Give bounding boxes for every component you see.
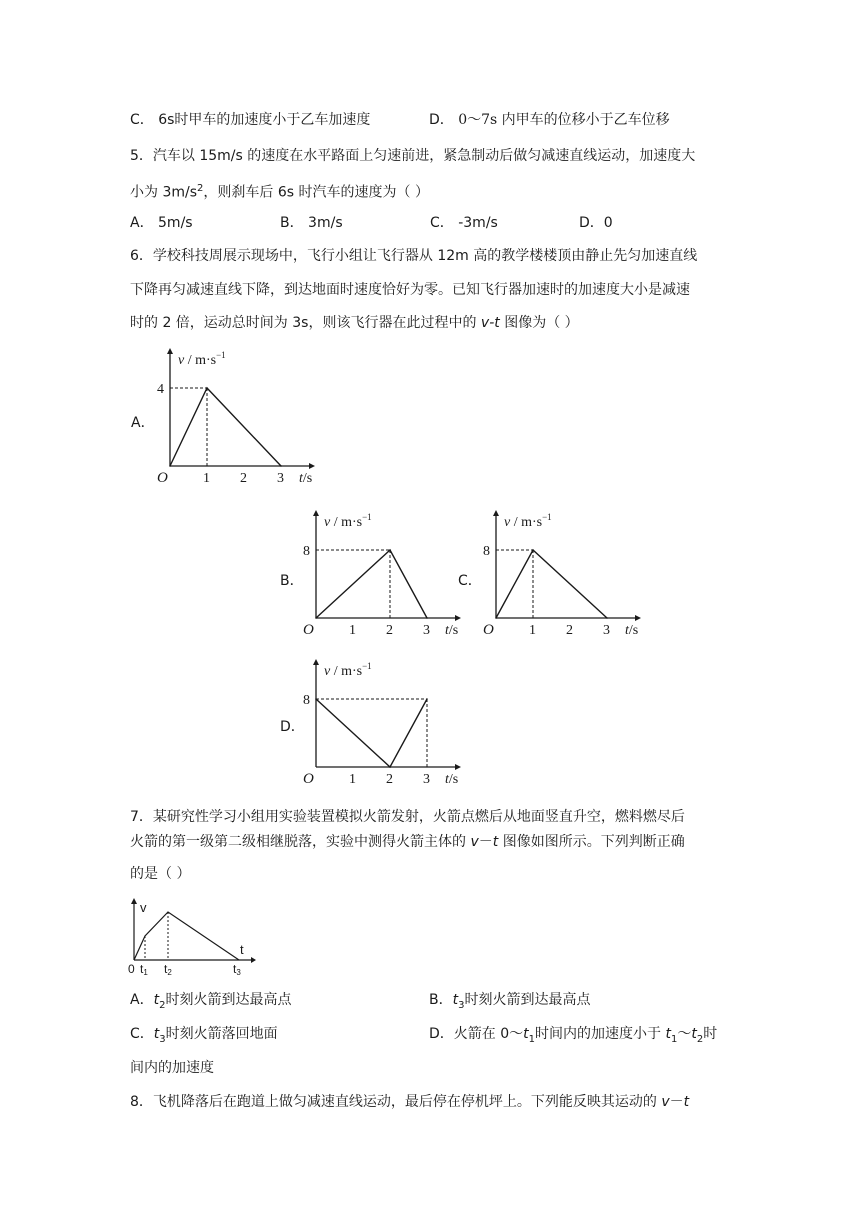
graph-b-x-arrow: [455, 615, 461, 621]
graph-a-origin-label: O: [157, 470, 168, 486]
q7-option-d-continued: 间内的加速度: [130, 1060, 214, 1076]
graph-c-y-arrow: [493, 510, 499, 516]
graph-a-y-label: $v / m\cdot s^{-1}$: [178, 350, 226, 368]
q6-graph-a-label: A．: [131, 415, 155, 431]
graph-c-x-label: t/s: [625, 623, 639, 638]
q5-option-d: D．0: [579, 215, 613, 231]
graph-b-vt-line: [316, 550, 427, 618]
q7-dash: －: [478, 834, 493, 850]
q6-stem-line3: [130, 313, 579, 333]
graph-b-y-arrow: [313, 510, 319, 516]
q5-stem-question: ，则刹车后 6s 时汽车的速度为（ ）: [203, 184, 429, 201]
graph-c-x-tick-3: 3: [603, 623, 610, 638]
q5-option-b: B． 3m/s: [280, 215, 343, 231]
graph-d-vt-line: [316, 699, 427, 767]
q7-v-label: v: [140, 900, 147, 915]
q7-origin-label: 0: [128, 962, 135, 976]
q4-option-d: [429, 110, 670, 130]
q5-option-c: C． -3m/s: [430, 215, 498, 231]
q7-t-label: t: [240, 942, 244, 957]
q7-t2-label: t2: [164, 962, 172, 977]
q7-option-d: D．火箭在 $0\sim t_1$时间内的加速度小于 $t_1\sim t_2$时: [429, 1026, 718, 1045]
q7-stem-line3: 的是（ ）: [130, 866, 191, 882]
graph-d-point-2: [426, 698, 428, 700]
q4-option-c: C． 6s时甲车的加速度小于乙车加速度: [130, 112, 371, 128]
graph-a-point-0: [169, 465, 171, 467]
q5-stem-line1: 5．汽车以 15m/s 的速度在水平路面上匀速前进，紧急制动后做匀减速直线运动，加速度大: [130, 148, 696, 164]
q6-graph-c-label: C．: [458, 573, 482, 589]
graph-a-x-arrow: [309, 463, 315, 469]
graph-d-y-arrow: [313, 659, 319, 665]
graph-a-x-tick-2: 2: [240, 471, 247, 486]
q7-stem-rest: 图像如图所示。下列判断正确: [498, 834, 685, 850]
q6-graph-b: [296, 506, 476, 646]
graph-d-x-tick-2: 2: [386, 772, 393, 787]
graph-c-x-arrow: [635, 615, 641, 621]
q7-stem-text: 火箭的第一级第二级相继脱落，实验中测得火箭主体的: [130, 834, 471, 850]
graph-b-y-tick-8: 8: [303, 544, 310, 559]
q7-t3-label: t3: [233, 962, 241, 977]
q5-stem-line2: [130, 179, 429, 203]
graph-a-point-2: [280, 465, 282, 467]
graph-c-point-1: [532, 549, 534, 551]
graph-d-origin-label: O: [303, 771, 314, 787]
graph-c-x-tick-1: 1: [529, 623, 536, 638]
graph-c-y-tick-8: 8: [483, 544, 490, 559]
graph-a-y-arrow: [167, 348, 173, 354]
graph-c-y-label: $v / m\cdot s^{-1}$: [504, 512, 552, 530]
graph-b-y-label: $v / m\cdot s^{-1}$: [324, 512, 372, 530]
q5-option-a: A． 5m/s: [130, 215, 193, 231]
graph-a-x-tick-1: 1: [203, 471, 210, 486]
graph-d-x-tick-3: 3: [423, 772, 430, 787]
q5-exponent: 2: [197, 183, 204, 194]
graph-d-point-0: [315, 698, 317, 700]
graph-b-point-2: [426, 617, 428, 619]
graph-d-x-arrow: [455, 764, 461, 770]
q6-graph-d-label: D．: [280, 719, 305, 735]
graph-d-x-tick-1: 1: [349, 772, 356, 787]
q5-stem-text: 小为 3m/s: [130, 184, 198, 201]
q7-x-arrow: [251, 957, 256, 963]
graph-c-point-2: [606, 617, 608, 619]
q7-y-arrow: [131, 898, 137, 904]
q6-stem-text: 时的 2 倍，运动总时间为 3s，则该飞行器在此过程中的: [130, 315, 481, 331]
q4-option-d-text: 0～7s 内甲车的位移小于乙车位移: [458, 112, 670, 128]
graph-c-x-tick-2: 2: [566, 623, 573, 638]
graph-b-x-tick-3: 3: [423, 623, 430, 638]
q7-option-b: B．$t_3$时刻火箭到达最高点: [429, 992, 591, 1011]
q6-stem-line2: 下降再匀减速直线下降，到达地面时速度恰好为零。已知飞行器加速时的加速度大小是减速: [130, 282, 690, 298]
q6-stem-line1: 6．学校科技周展示现场中，飞行小组让飞行器从 12m 高的教学楼楼顶由静止先匀加速直线: [130, 248, 698, 264]
q6-graph-b-label: B．: [280, 573, 304, 589]
graph-a-x-tick-3: 3: [277, 471, 284, 486]
graph-a-x-label: t/s: [299, 471, 313, 486]
q4-option-d-letter: D．: [429, 112, 454, 128]
q6-graph-d: [296, 655, 476, 795]
q7-vt-curve: [134, 912, 239, 960]
q7-v-symbol: v: [470, 834, 479, 850]
q7-t-symbol: t: [492, 834, 499, 850]
graph-a-y-tick-4: 4: [157, 382, 164, 397]
graph-a-vt-line: [170, 388, 281, 466]
graph-b-point-0: [315, 617, 317, 619]
graph-b-x-label: t/s: [445, 623, 459, 638]
graph-c-origin-label: O: [483, 622, 494, 638]
q7-t1-label: t1: [140, 962, 148, 977]
graph-b-point-1: [389, 549, 391, 551]
graph-b-x-tick-1: 1: [349, 623, 356, 638]
graph-d-x-label: t/s: [445, 772, 459, 787]
q7-vt-graph: [126, 896, 256, 976]
graph-d-point-1: [389, 766, 391, 768]
q6-graph-c: [476, 506, 656, 646]
graph-d-y-tick-8: 8: [303, 693, 310, 708]
graph-b-origin-label: O: [303, 622, 314, 638]
q6-graph-a: [150, 344, 330, 494]
graph-c-vt-line: [496, 550, 607, 618]
graph-a-point-1: [206, 387, 208, 389]
q7-stem-line1: 7．某研究性学习小组用实验装置模拟火箭发射，火箭点燃后从地面竖直升空，燃料燃尽后: [130, 809, 685, 825]
q7-option-c: C．$t_3$时刻火箭落回地面: [130, 1026, 278, 1045]
graph-c-point-0: [495, 617, 497, 619]
q6-stem-question: 图像为（ ）: [499, 315, 579, 331]
q8-stem-line1: 8．飞机降落后在跑道上做匀减速直线运动，最后停在停机坪上。下列能反映其运动的 v－t: [130, 1094, 690, 1110]
q6-vt-label: v-t: [480, 315, 500, 331]
q7-stem-line2: [130, 832, 685, 852]
graph-d-y-label: $v / m\cdot s^{-1}$: [324, 661, 372, 679]
graph-b-x-tick-2: 2: [386, 623, 393, 638]
q7-option-a: A．$t_2$时刻火箭到达最高点: [130, 992, 292, 1011]
